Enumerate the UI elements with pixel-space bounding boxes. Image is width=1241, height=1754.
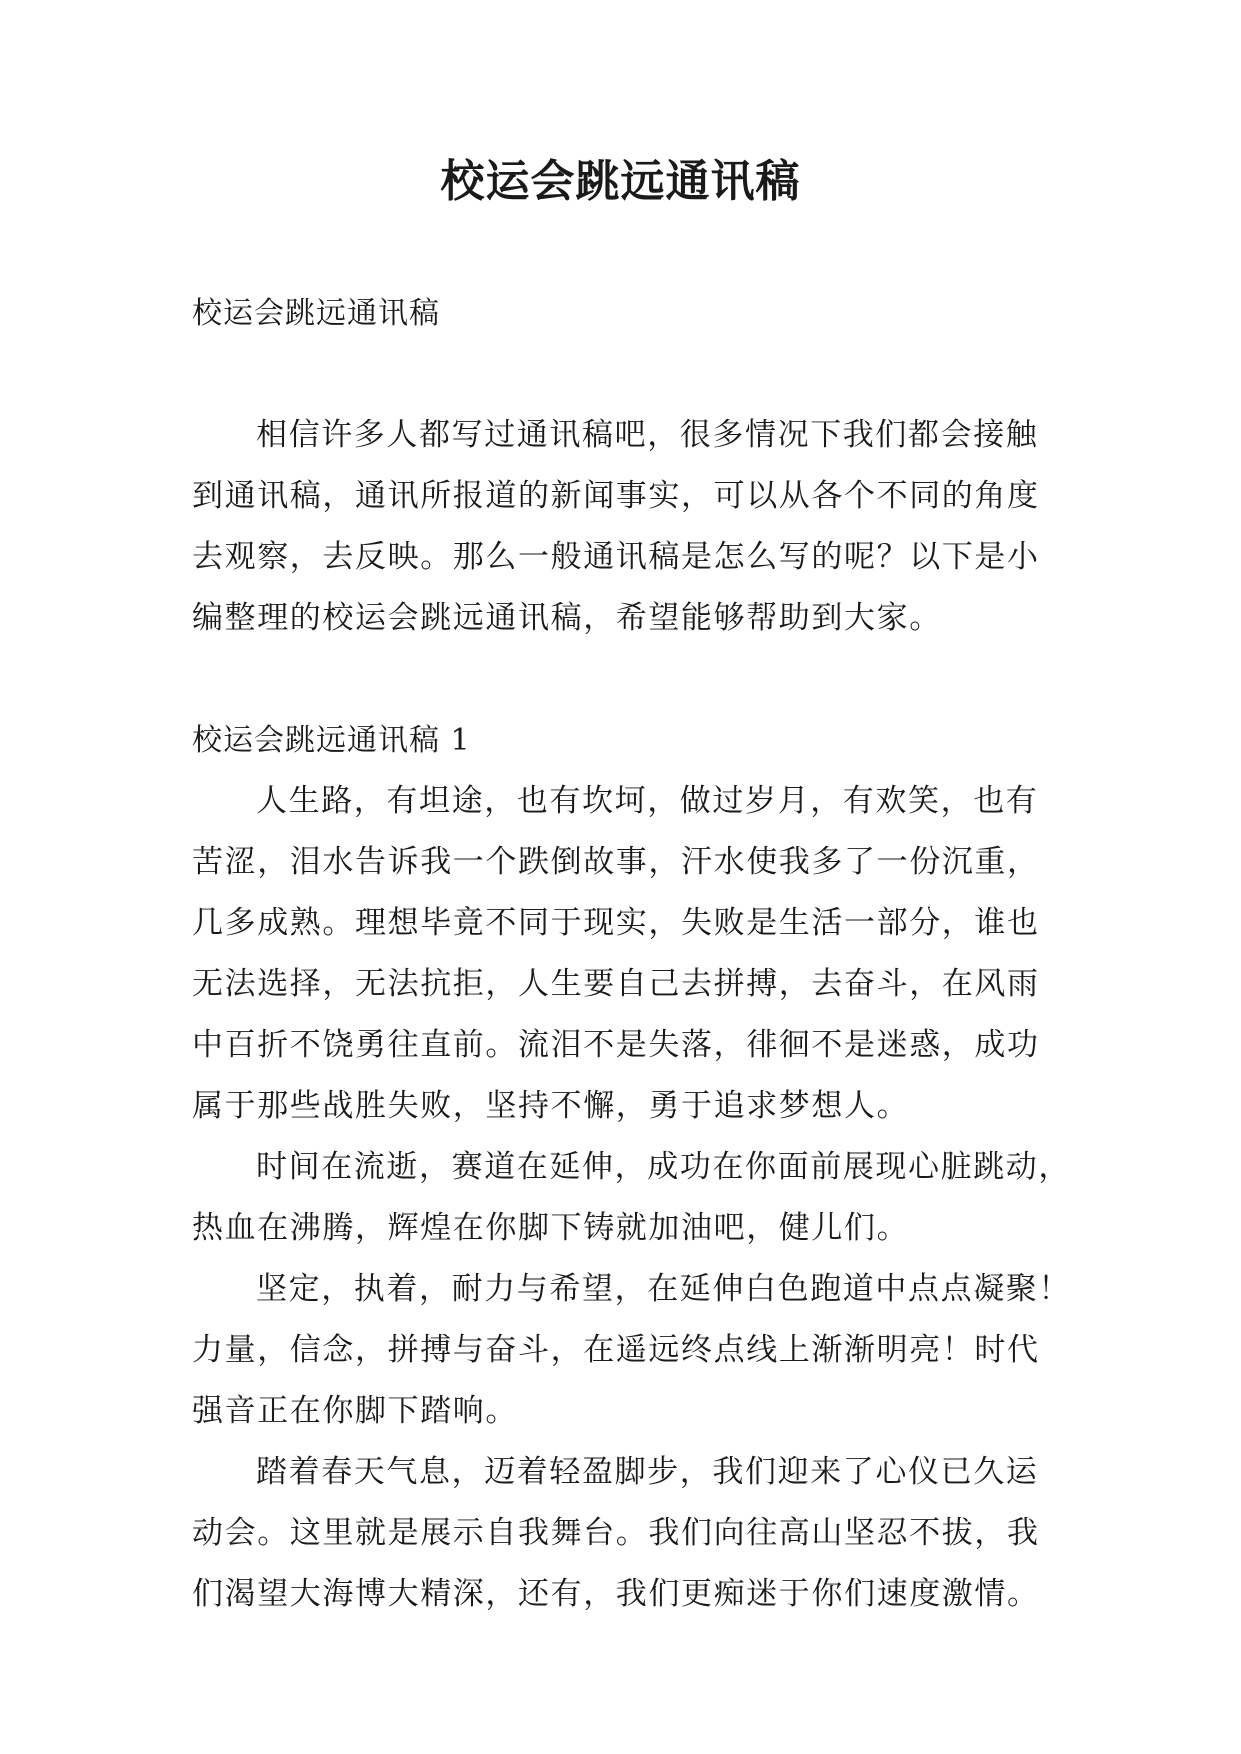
paragraph-line: 坚定，执着，耐力与希望，在延伸白色跑道中点点凝聚！ <box>256 1271 1071 1307</box>
paragraph-line: 热血在沸腾，辉煌在你脚下铸就加油吧，健儿们。 <box>192 1210 910 1246</box>
paragraph-line: 苦涩，泪水告诉我一个跌倒故事，汗水使我多了一份沉重， <box>192 844 1040 880</box>
paragraph-line: 编整理的校运会跳远通讯稿，希望能够帮助到大家。 <box>192 600 942 636</box>
paragraph-line: 时间在流逝，赛道在延伸，成功在你面前展现心脏跳动， <box>256 1149 1071 1185</box>
paragraph-line: 无法选择，无法抗拒，人生要自己去拼搏，去奋斗，在风雨 <box>192 966 1040 1002</box>
spacer <box>192 649 1054 710</box>
document-body <box>192 283 1071 1625</box>
document-title: 校运会跳远通讯稿 <box>440 156 801 207</box>
paragraph-line: 强音正在你脚下踏响。 <box>192 1393 518 1429</box>
paragraph-line: 几多成熟。理想毕竟不同于现实，失败是生活一部分，谁也 <box>192 905 1040 941</box>
paragraph-line: 到通讯稿，通讯所报道的新闻事实，可以从各个不同的角度 <box>192 478 1040 514</box>
paragraph-line: 去观察，去反映。那么一般通讯稿是怎么写的呢？以下是小 <box>192 539 1040 575</box>
paragraph-line: 中百折不饶勇往直前。流泪不是失落，徘徊不是迷惑，成功 <box>192 1027 1040 1063</box>
document-subtitle: 校运会跳远通讯稿 <box>192 296 440 331</box>
paragraph-line: 动会。这里就是展示自我舞台。我们向往高山坚忍不拔，我 <box>192 1515 1040 1551</box>
paragraph-line: 们渴望大海博大精深，还有，我们更痴迷于你们速度激情。 <box>192 1576 1040 1612</box>
paragraph-line: 踏着春天气息，迈着轻盈脚步，我们迎来了心仪已久运 <box>256 1454 1039 1490</box>
section-paragraph-1 <box>192 771 1054 1137</box>
section-paragraph-3 <box>192 1259 1071 1442</box>
paragraph-line: 相信许多人都写过通讯稿吧，很多情况下我们都会接触 <box>256 417 1039 453</box>
paragraph-line: 人生路，有坦途，也有坎坷，做过岁月，有欢笑，也有 <box>256 783 1039 819</box>
section-paragraph-4 <box>192 1442 1054 1625</box>
section-paragraph-2 <box>192 1137 1071 1259</box>
spacer <box>192 344 1054 405</box>
intro-paragraph <box>192 405 1054 649</box>
section-heading: 校运会跳远通讯稿 1 <box>192 723 471 758</box>
paragraph-line: 属于那些战胜失败，坚持不懈，勇于追求梦想人。 <box>192 1088 910 1124</box>
paragraph-line: 力量，信念，拼搏与奋斗，在遥远终点线上渐渐明亮！时代 <box>192 1332 1040 1368</box>
